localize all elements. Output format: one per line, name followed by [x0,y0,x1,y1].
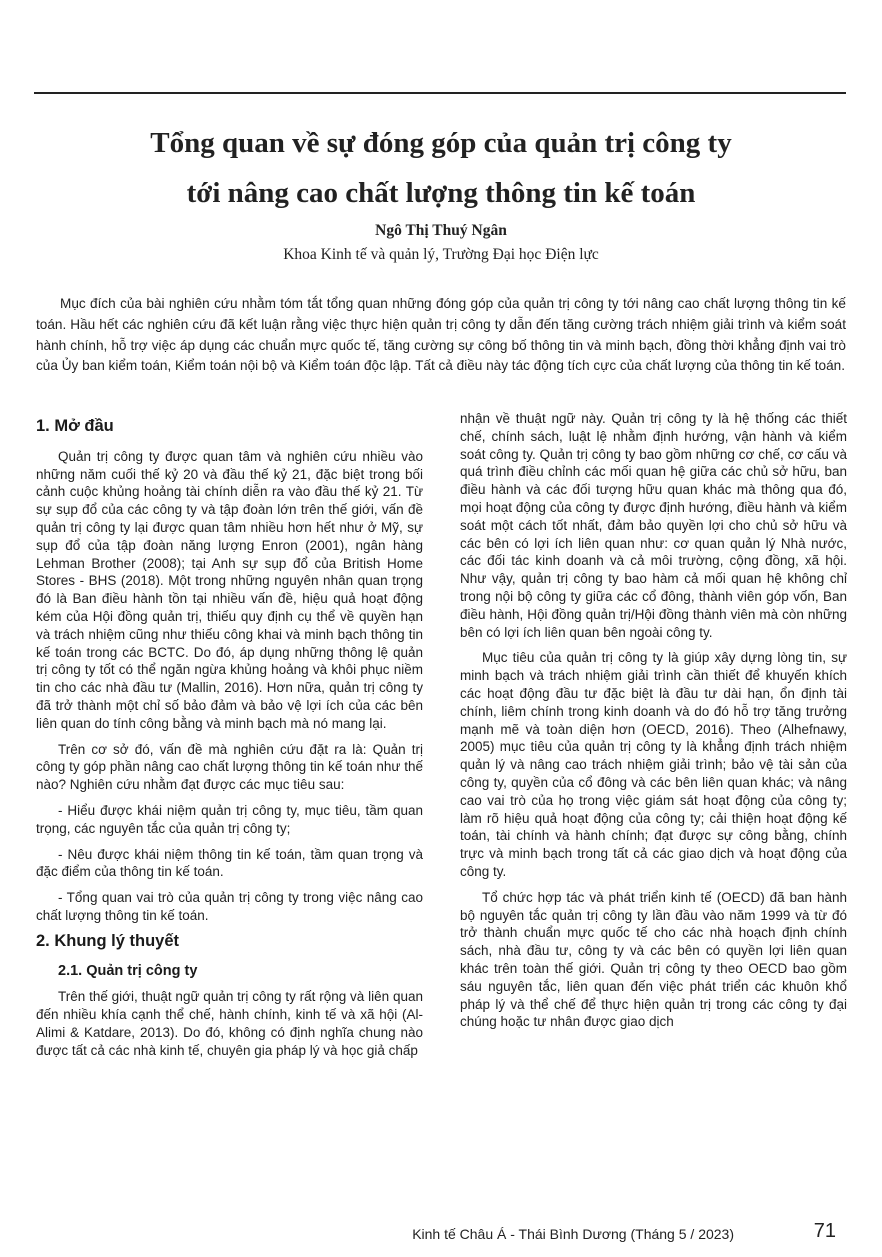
right-column [460,410,847,1031]
paragraph: Tổ chức hợp tác và phát triển kinh tế (OECD) đã ban hành bộ nguyên tắc quản trị công ty lần đầu vào năm 1999 và từ đó trở thành chuẩn mực quốc tế cho các nhà hoạch định chính sách, nhà đầu tư, công ty và các bên có quyền lợi liên quan khác trên toàn thế giới. Quản trị công ty theo OECD bao gồm sáu nguyên tắc, liên quan đến việc phát triển các khuôn khổ pháp lý và thể chế để thực hiện quản trị trong các công ty đại chúng hoặc tư nhân được giao dịch [460,889,847,1030]
subsection-heading-corporate-governance: 2.1. Quản trị công ty [58,962,198,979]
title-line-2: tới nâng cao chất lượng thông tin kế toán [186,177,696,209]
page-footer [0,1218,882,1248]
paragraph: Mục tiêu của quản trị công ty là giúp xây dựng lòng tin, sự minh bạch và trách nhiệm giải trình cần thiết để khuyến khích các hoạt động đầu tư đặc biệt là đầu tư dài hạn, ổn định tài chính, liêm chính trong kinh doanh và do đó hỗ trợ tăng trưởng mạnh mẽ và toàn diện hơn (OECD, 2016). Theo (Alhefnawy, 2005) mục tiêu của quản trị công ty là khẳng định trách nhiệm quản lý và nâng cao trách nhiệm giải trình; bảo vệ tài sản của công ty, quyền của cổ đông và các bên liên quan khác; và nâng cao vai trò của họ trong việc giám sát hoạt động của công ty; làm rõ hiệu quả hoạt động của công ty; cải thiện hoạt động kế toán, tài chính và hành chính; đạt được sự công bằng, chính trực và minh bạch trong tất cả các giao dịch và hoạt động của công ty. [460,650,847,879]
paragraph: Trên cơ sở đó, vấn đề mà nghiên cứu đặt ra là: Quản trị công ty góp phần nâng cao chất lượng thông tin kế toán như thế nào? Nghiên cứu nhằm đạt được các mục tiêu sau: [36,741,423,793]
list-item: - Hiểu được khái niệm quản trị công ty, mục tiêu, tầm quan trọng, các nguyên tắc của quản trị công ty; [36,802,423,836]
article-title [40,118,842,218]
author-name: Ngô Thị Thuý Ngân [375,222,507,239]
list-item: - Tổng quan vai trò của quản trị công ty trong việc nâng cao chất lượng thông tin kế toán. [36,890,423,923]
section-heading-theory: 2. Khung lý thuyết [36,931,180,950]
paragraph: Trên thế giới, thuật ngữ quản trị công ty rất rộng và liên quan đến nhiều khía cạnh thể chế, hành chính, kinh tế và xã hội (Al-Alimi & Katdare, 2013). Do đó, không có định nghĩa chung nào được tất cả các nhà kinh tế, chuyên gia pháp lý và học giả chấp [36,989,423,1058]
page-number: 71 [813,1220,836,1242]
section-heading-intro: 1. Mở đầu [36,417,114,435]
left-column [36,410,423,1060]
paragraph: Quản trị công ty được quan tâm và nghiên cứu nhiều vào những năm cuối thế kỷ 20 và đầu thế kỷ 21, đặc biệt trong bối cảnh cuộc khủng hoảng tài chính diễn ra vào đầu thế kỷ 21. Từ sự sụp đổ của các công ty và tập đoàn lớn trên thế giới, vấn đề quản trị công ty lại được quan tâm nhiều hơn hết như ở Mỹ, sự sụp đổ của tập đoàn năng lượng Enron (2001), ngân hàng Lehman Brother (2008); tại Anh sự sụp đổ của British Home Stores - BHS (2018). Một trong những nguyên nhân quan trọng đó là Ban điều hành tồn tại nhiều vấn đề, hiệu quả hoạt động kém của Hội đồng quản trị, thiếu quy định cụ thể về quyền hạn và trách nhiệm cũng như thiếu công khai và minh bạch thông tin kế toán trong các BCTC. Do đó, áp dụng những thông lệ quản trị công ty tốt có thể ngăn ngừa khủng hoảng và khôi phục niềm tin cho các nhà đầu tư (Mallin, 2016). Hơn nữa, quản trị công ty đã trở thành một chỉ số bảo đảm và bảo vệ lợi ích của các bên liên quan do tính công bằng và minh bạch mà nó mang lại. [36,448,423,731]
abstract: Mục đích của bài nghiên cứu nhằm tóm tắt tổng quan những đóng góp của quản trị công ty tới nâng cao chất lượng thông tin kế toán. Hầu hết các nghiên cứu đã kết luận rằng việc thực hiện quản trị công ty dẫn đến tăng cường trách nhiệm giải trình và kiểm soát hành chính, hỗ trợ việc áp dụng các chuẩn mực quốc tế, tăng cường sự công bố thông tin và minh bạch, đồng thời khẳng định vai trò của Ủy ban kiểm toán, Kiểm toán nội bộ và Kiểm toán độc lập. Tất cả điều này tác động tích cực của chất lượng của thông tin kế toán. [36,296,846,374]
author-affiliation: Khoa Kinh tế và quản lý, Trường Đại học Điện lực [283,246,599,263]
journal-name: Kinh tế Châu Á - Thái Bình Dương (Tháng 5 / 2023) [412,1226,734,1242]
paragraph: nhận về thuật ngữ này. Quản trị công ty là hệ thống các thiết chế, chính sách, luật lệ nhằm định hướng, vận hành và kiểm soát công ty. Quản trị công ty bao gồm những cơ chế, cơ cấu và quá trình điều chỉnh các mối quan hệ giữa các chủ sở hữu, ban điều hành và các đối tượng hữu quan khác mà thông qua đó, mọi hoạt động của công ty được định hướng, điều hành và kiểm soát một cách tốt nhất, đảm bảo quyền lợi cho chủ sở hữu và các bên có lợi ích liên quan như: cơ quan quản lý Nhà nước, các đối tác kinh doanh và cả môi trường, cộng đồng, xã hội. Như vậy, quản trị công ty bao hàm cả mối quan hệ không chỉ trong nội bộ công ty giữa các cổ đông, thành viên góp vốn, Ban điều hành, Hội đồng quản trị/Hội đồng thành viên mà còn những bên có lợi ích liên quan bên ngoài công ty. [460,411,847,640]
top-rule [34,92,846,94]
list-item: - Nêu được khái niệm thông tin kế toán, tầm quan trọng và đặc điểm của thông tin kế toán. [36,846,423,880]
title-line-1: Tổng quan về sự đóng góp của quản trị công ty [150,127,732,159]
